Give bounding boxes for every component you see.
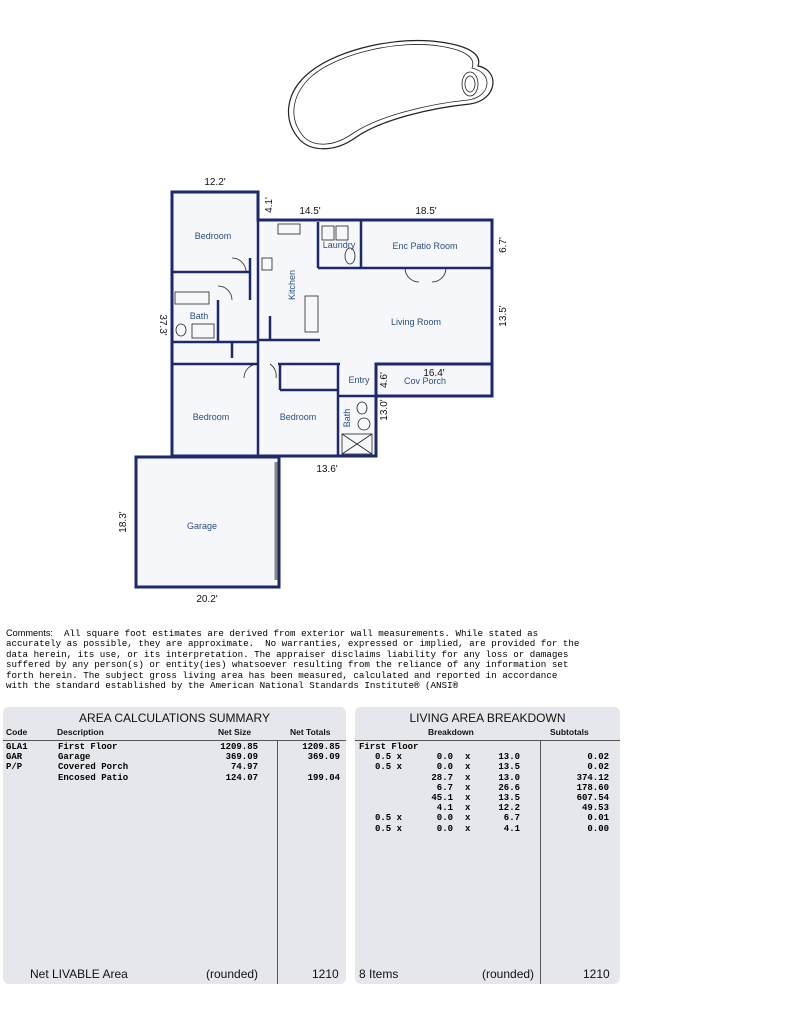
code-cell: P/P (6, 762, 23, 773)
factor-cell: 0.5 x (375, 813, 403, 824)
net-livable-label: Net LIVABLE Area (30, 967, 128, 981)
living-total-value: 1210 (583, 967, 610, 981)
table-row (6, 752, 340, 762)
comments-block (6, 628, 646, 691)
factor-cell: 0.5 x (375, 762, 403, 773)
net-livable-value: 1210 (312, 967, 339, 981)
a-cell: 0.0 (436, 823, 453, 834)
x-cell: x (465, 752, 471, 763)
room-label: Bedroom (194, 231, 232, 241)
x-cell: x (465, 772, 471, 783)
living-breakdown-title: LIVING AREA BREAKDOWN (409, 711, 566, 725)
subtotal-cell: 178.60 (576, 782, 609, 793)
dim-label: 13.6' (316, 464, 338, 475)
code-cell: GAR (6, 752, 23, 763)
room-label: Bedroom (279, 412, 317, 422)
subtotal-cell: 0.01 (587, 813, 609, 824)
a-cell: 6.7 (436, 782, 453, 793)
dim-label: 6.7' (498, 237, 509, 253)
b-cell: 13.5 (498, 792, 520, 803)
comments-text: All square foot estimates are derived from exterior wall measurements. While stated as accurately as possible, they are approximate. No warranties, expressed or implied, are provided for the data herein, its use, or its interpretation. The appraiser disclaims liability for any loss or damages suffered by any person(s) or entity(ies) whatsoever resulting from the reliance of any information set forth herein. The subject gross living area has been measured, calculated and reported in accordance with the standard established by the American National Standards Institute® (ANSI® (6, 628, 580, 692)
col-header-net-size: Net Size (218, 727, 252, 737)
table-row (359, 752, 613, 762)
a-cell: 28.7 (431, 772, 453, 783)
room-label: Living Room (390, 317, 442, 327)
table-row (359, 793, 613, 803)
pool-icon (289, 40, 493, 148)
col-header-code: Code (6, 727, 28, 737)
dim-label: 16.4' (423, 368, 445, 379)
dim-label: 4.1' (264, 197, 275, 213)
dim-label: 13.5' (498, 305, 509, 327)
comments-label: Comments: (6, 628, 53, 638)
x-cell: x (465, 813, 471, 824)
dim-label: 18.3' (118, 511, 129, 533)
room-label: Cov Porch (403, 376, 447, 386)
b-cell: 13.5 (498, 762, 520, 773)
b-cell: 26.6 (498, 782, 520, 793)
room-label: Bedroom (192, 412, 230, 422)
subtotal-cell: 0.02 (587, 762, 609, 773)
dim-label: 20.2' (196, 594, 218, 605)
net-total-cell: 199.04 (307, 772, 340, 783)
b-cell: 4.1 (503, 823, 520, 834)
a-cell: 0.0 (436, 813, 453, 824)
x-cell: x (465, 803, 471, 814)
b-cell: 12.2 (498, 803, 520, 814)
subtotal-cell: 607.54 (576, 792, 609, 803)
rounded-label: (rounded) (482, 967, 535, 981)
b-cell: 13.0 (498, 772, 520, 783)
b-cell: 6.7 (503, 813, 520, 824)
room-label: Kitchen (287, 269, 297, 301)
table-row (6, 742, 340, 752)
description-cell: Encosed Patio (58, 772, 129, 783)
a-cell: 0.0 (436, 752, 453, 763)
net-total-cell: 1209.85 (302, 742, 340, 752)
dim-label: 18.5' (415, 206, 437, 217)
net-size-cell: 369.09 (225, 752, 258, 763)
col-header-subtotals: Subtotals (550, 727, 589, 737)
net-size-cell: 1209.85 (220, 742, 258, 752)
subtotal-cell: 0.00 (587, 823, 609, 834)
subtotal-cell: 0.02 (587, 752, 609, 763)
room-label: Laundry (322, 240, 356, 250)
section-label: First Floor (359, 742, 419, 752)
subtotal-cell: 374.12 (576, 772, 609, 783)
description-cell: Covered Porch (58, 762, 129, 773)
a-cell: 0.0 (436, 762, 453, 773)
room-label: Bath (342, 408, 352, 428)
rounded-label: (rounded) (206, 967, 259, 981)
code-cell: GLA1 (6, 742, 28, 752)
table-row (6, 762, 340, 772)
subtotal-cell: 49.53 (581, 803, 609, 814)
a-cell: 4.1 (436, 803, 453, 814)
items-count: 8 Items (359, 967, 399, 981)
area-summary-title: AREA CALCULATIONS SUMMARY (79, 711, 270, 725)
x-cell: x (465, 792, 471, 803)
factor-cell: 0.5 x (375, 752, 403, 763)
b-cell: 13.0 (498, 752, 520, 763)
net-size-cell: 74.97 (230, 762, 258, 773)
area-summary-rows (6, 742, 340, 783)
col-header-description: Description (57, 727, 104, 737)
table-row (359, 824, 613, 834)
table-row (359, 773, 613, 783)
x-cell: x (465, 762, 471, 773)
description-cell: Garage (58, 752, 91, 763)
table-row (6, 773, 340, 783)
col-header-breakdown: Breakdown (428, 727, 474, 737)
table-row (359, 783, 613, 793)
header-divider (3, 740, 346, 741)
x-cell: x (465, 782, 471, 793)
table-row (359, 803, 613, 813)
room-label: Enc Patio Room (392, 241, 458, 251)
dim-label: 4.6' (379, 372, 390, 388)
col-header-net-totals: Net Totals (290, 727, 331, 737)
net-size-cell: 124.07 (225, 772, 258, 783)
room-label: Garage (186, 521, 218, 531)
a-cell: 45.1 (431, 792, 453, 803)
dim-label: 12.2' (204, 177, 226, 188)
table-row (359, 762, 613, 772)
header-divider (355, 740, 620, 741)
description-cell: First Floor (58, 742, 118, 752)
dim-label: 13.0' (379, 399, 390, 421)
x-cell: x (465, 823, 471, 834)
factor-cell: 0.5 x (375, 823, 403, 834)
net-total-cell: 369.09 (307, 752, 340, 763)
dim-label: 14.5' (299, 206, 321, 217)
room-label: Bath (189, 311, 209, 321)
table-row (359, 813, 613, 823)
living-breakdown-rows (359, 742, 613, 834)
room-label: Entry (348, 375, 370, 385)
dim-label: 37.3' (157, 314, 168, 336)
